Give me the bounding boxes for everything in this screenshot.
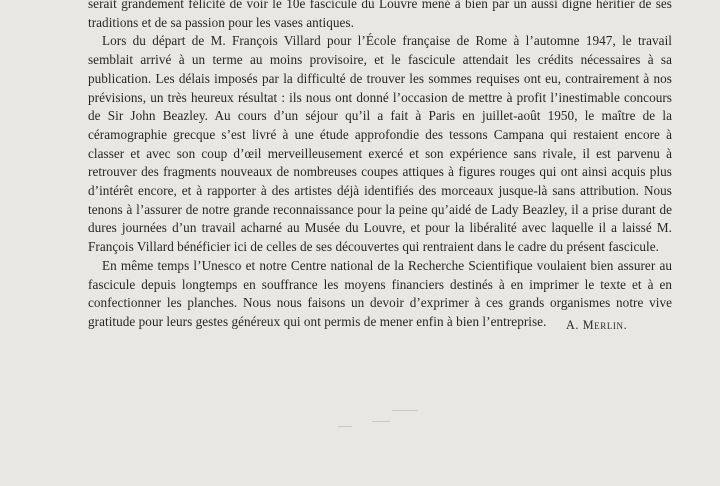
signature [566,318,627,333]
paragraph-unesco-cnrs: En même temps l’Unesco et notre Centre national de la Recherche Scientifique voulaient bien assurer au fascicule depuis longtemps en souffrance les moyens financiers destinés à en imprimer le texte et à en confectionner les planches. Nous nous faisons un devoir d’exprimer à ces grands organismes notre vive gratitude pour leurs gestes généreux qui ont permis de mener enfin à bien l’entreprise. [88,257,672,329]
paragraph-continuation: serait grandement félicité de voir le 10e fascicule du Louvre mené à bien par un aussi digne héritier de ses traditions et de sa passion pour les vases antiques. [88,0,672,30]
scan-speck [372,421,390,422]
scan-speck [338,426,352,427]
scan-speck [392,410,418,411]
signature-text: A. Merlin. [566,318,628,332]
body-text [88,0,672,332]
paragraph-departure-villard: Lors du départ de M. François Villard pour l’École française de Rome à l’automne 1947, le travail semblait arrivé à un terme au moins provisoire, et le fascicule attendait les crédits nécessaires à sa publication. Les délais imposés par la difficulté de trouver les sommes requises ont eu, contrairement à nos prévisions, un très heureux résultat : ils nous ont donné l’occasion de mettre à profit l’inestimable concours de Sir John Beazley. Au cours d’un séjour qu’il a fait à Paris en juillet-août 1950, le maître de la céramographie grecque s’est livré à une étude approfondie des tessons Campana qui restaient encore à classer et avec son coup d’œil merveilleusement exercé et son expérience sans rivale, il est parvenu à retrouver des fragments nouveaux de nombreuses coupes attiques à figures rouges qui ont ainsi acquis plus d’intérêt encore, et à rapporter à des artistes déjà identifiés des morceaux jusque-là sans attribution. Nous tenons à l’assurer de notre grande reconnaissance pour la peine qu’aidé de Lady Beazley, il a prise durant de dures journées d’un travail acharné au Musée du Louvre, et pour la libéralité avec laquelle il a laissé M. François Villard bénéficier ici de celles de ses découvertes qui rentraient dans le cadre du présent fascicule. [88,33,672,255]
